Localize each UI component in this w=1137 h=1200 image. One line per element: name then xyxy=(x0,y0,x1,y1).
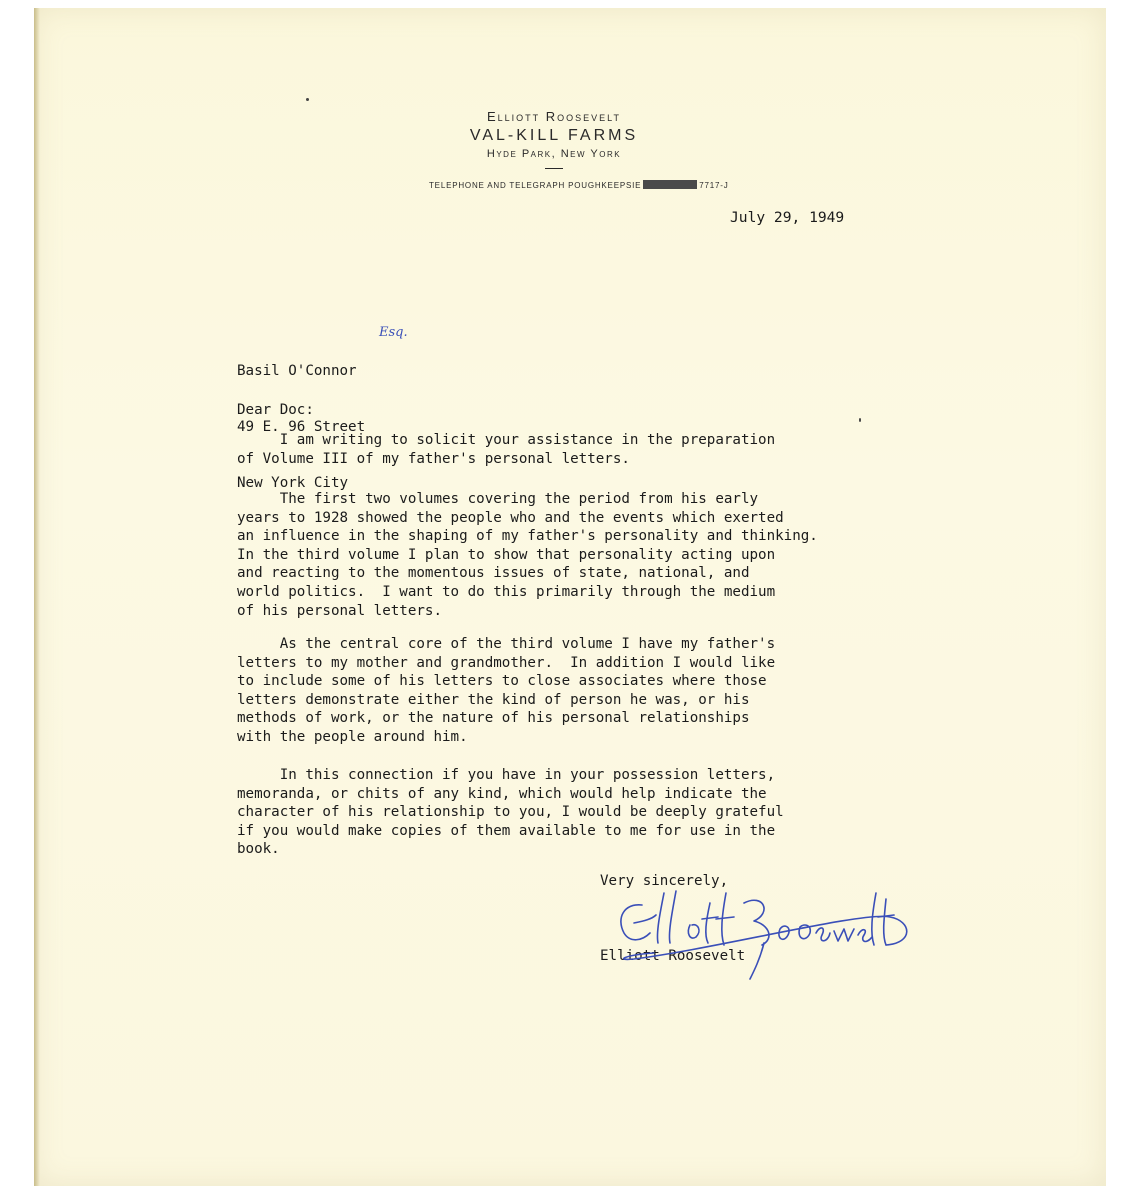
ink-speck xyxy=(306,98,309,101)
recipient-street: 49 E. 96 Street xyxy=(237,418,366,435)
letterhead-name: Elliott Roosevelt xyxy=(486,109,622,124)
letterhead-farm: VAL-KILL FARMS xyxy=(469,127,639,144)
letterhead-place: Hyde Park, New York xyxy=(486,148,622,160)
letterhead-rule xyxy=(545,168,563,169)
paragraph-2: The first two volumes covering the period from his early years to 1928 showed the people who and the events which exerted an influence in the shaping of my father's personality and thinking. In the third volume I plan to show that personality acting upon and reacting to the momentous issues of state, national, and world politics. I want to do this primarily through the medium of his personal letters. xyxy=(237,491,818,619)
letterhead-phone xyxy=(429,180,729,190)
phone-number: 7717-J xyxy=(699,181,729,190)
paper-edge xyxy=(34,8,40,1186)
salutation: Dear Doc: xyxy=(237,402,314,418)
recipient-city: New York City xyxy=(237,474,349,491)
recipient-name: Basil O'Connor xyxy=(237,363,357,380)
paragraph-3: As the central core of the third volume I have my father's letters to my mother and grandmother. In addition I would like to include some of his letters to close associates where those letters demonstrate either the kind of person he was, or his methods of work, or the nature of his personal relationships with the people around him. xyxy=(237,636,776,745)
handwritten-esq: Esq. xyxy=(379,325,408,340)
ink-speck xyxy=(859,418,861,422)
closing: Very sincerely, xyxy=(600,873,729,889)
paragraph-1: I am writing to solicit your assistance in the preparation of Volume III of my father's personal letters. xyxy=(237,432,776,467)
handwritten-signature xyxy=(594,863,914,983)
phone-prefix: TELEPHONE AND TELEGRAPH POUGHKEEPSIE xyxy=(429,181,642,190)
paragraph-4: In this connection if you have in your possession letters, memoranda, or chits of any kind, which would help indicate the character of his relationship to you, I would be deeply grateful if you would make copies of them available to me for use in the book. xyxy=(237,767,784,858)
redaction-mark xyxy=(643,180,697,189)
signer-name: Elliott Roosevelt xyxy=(600,948,746,964)
letter-page xyxy=(34,8,1106,1186)
letter-date: July 29, 1949 xyxy=(730,209,845,226)
letterhead xyxy=(404,108,704,173)
